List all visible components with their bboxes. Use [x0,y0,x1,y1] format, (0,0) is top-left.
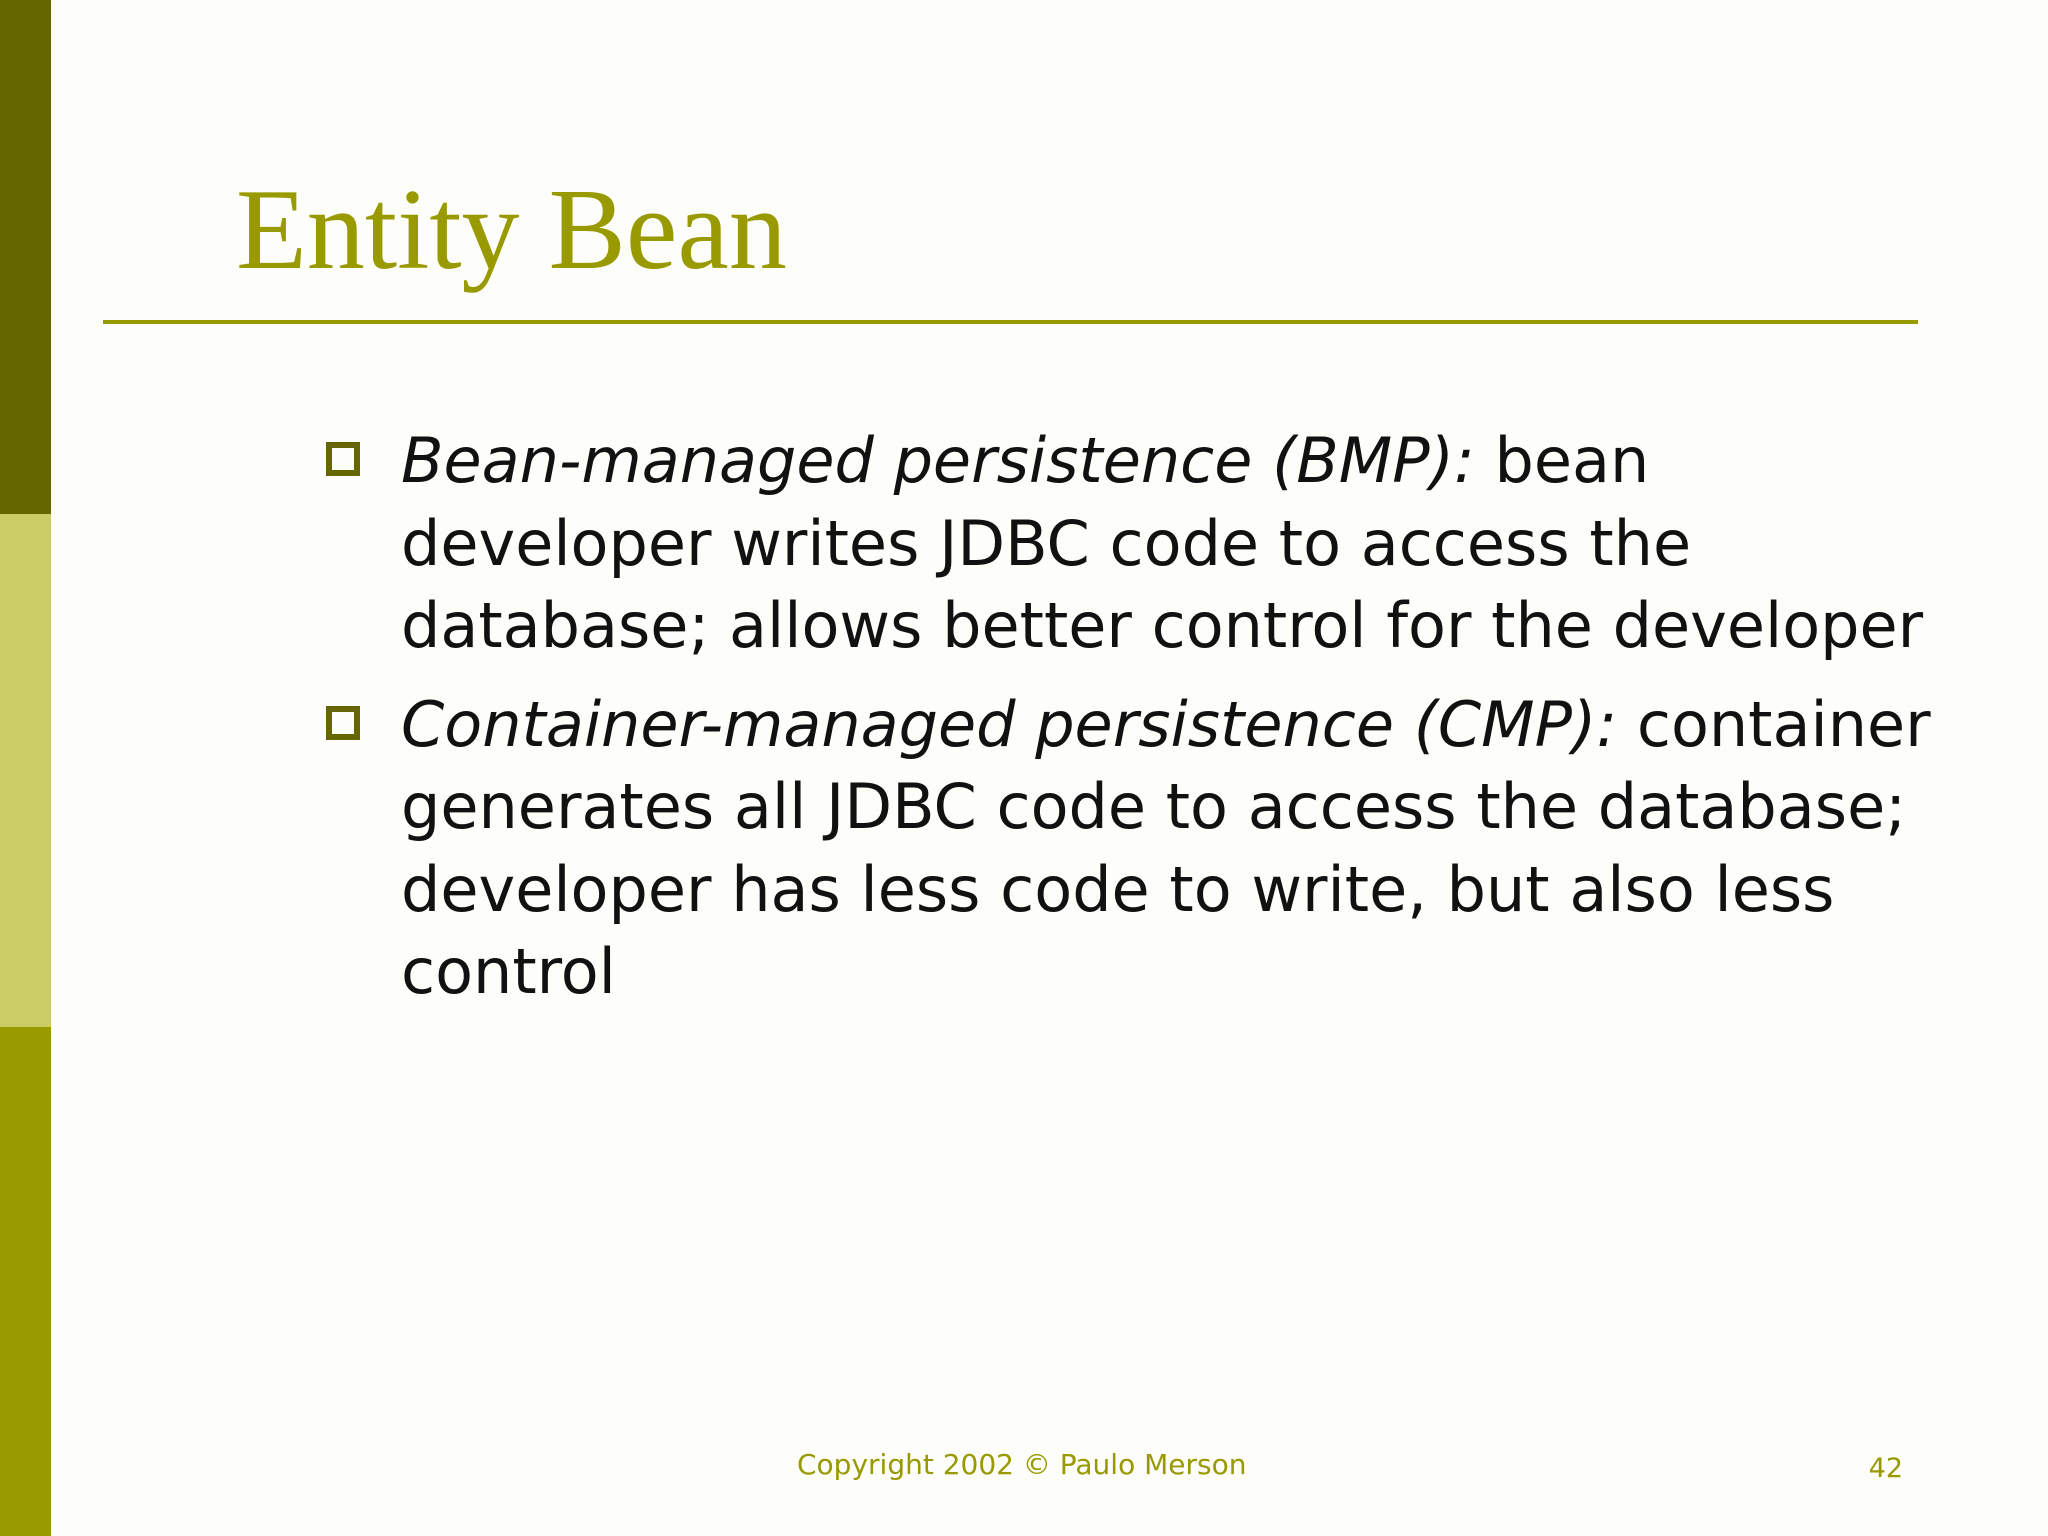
bullet-text: container generates all JDBC code to access the database; developer has less code to write, but also less control [401,687,1931,1008]
title-divider [103,320,1918,324]
decorative-bar-light [0,514,51,1027]
bullet-term: Bean-managed persistence (BMP): [401,424,1475,497]
decorative-bar-olive [0,1027,51,1536]
page-number: 42 [1868,1453,1903,1484]
square-bullet-icon [326,706,360,740]
bullet-item [318,420,1948,668]
decorative-bar-dark [0,0,51,514]
footer-copyright: Copyright 2002 © Paulo Merson [797,1448,1247,1481]
bullet-list [318,420,1948,1014]
bullet-term: Container-managed persistence (CMP): [401,687,1618,761]
square-bullet-icon [326,442,360,476]
bullet-item [318,684,1948,1014]
bullet-text: bean developer writes JDBC code to access the database; allows better control for the developer [401,424,1924,662]
slide-title: Entity Bean [236,166,787,294]
